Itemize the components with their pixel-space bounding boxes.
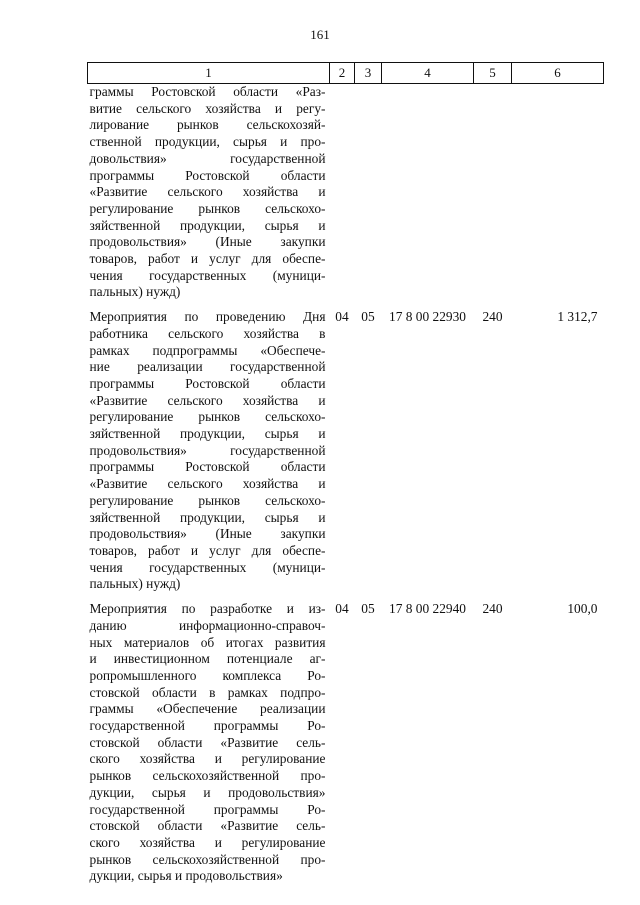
description-line: зяйственной продукции, сырья и <box>89 426 326 442</box>
description-line: граммы «Обеспечение реализации <box>89 701 326 717</box>
table-body <box>88 84 604 894</box>
description-line: Мероприятия по разработке и из- <box>89 601 326 617</box>
expense-type-code: 240 <box>482 309 503 325</box>
description-line: витие сельского хозяйства и регу- <box>89 100 326 116</box>
description-line: чения государственных (муници- <box>89 267 326 283</box>
description-line: товаров, работ и услуг для обеспе- <box>89 251 326 267</box>
description-line: ского хозяйства и регулирование <box>89 751 326 767</box>
subsection-code: 05 <box>361 309 375 325</box>
subsection-code <box>355 84 382 310</box>
row-description <box>88 309 330 601</box>
target-article-code <box>382 84 474 310</box>
description-line: данию информационно-справоч- <box>89 617 326 633</box>
description-line: продовольствия» (Иные закупки <box>89 526 326 542</box>
header-col-4: 4 <box>382 63 474 84</box>
description-line: довольствия» государственной <box>89 150 326 166</box>
header-col-3: 3 <box>355 63 382 84</box>
table-row <box>88 309 604 601</box>
description-line: зяйственной продукции, сырья и <box>89 509 326 525</box>
description-line: продовольствия» (Иные закупки <box>89 234 326 250</box>
header-col-6: 6 <box>512 63 604 84</box>
row-description <box>88 601 330 893</box>
description-line: ние реализации государственной <box>89 359 326 375</box>
description-line: программы Ростовской области <box>89 459 326 475</box>
description-line: стовской области в рамках подпро- <box>89 684 326 700</box>
section-code <box>330 84 355 310</box>
description-line: зяйственной продукции, сырья и <box>89 217 326 233</box>
description-line: государственной программы Ро- <box>89 718 326 734</box>
description-line: и инвестиционном потенциале аг- <box>89 651 326 667</box>
amount: 1 312,7 <box>557 309 598 325</box>
section-code: 04 <box>335 601 349 617</box>
description-line: пальных) нужд) <box>89 576 181 592</box>
description-line: программы Ростовской области <box>89 375 326 391</box>
table-row <box>88 601 604 893</box>
description-line: рынков сельскохозяйственной про- <box>89 768 326 784</box>
description-line: стовской области «Развитие сель- <box>89 818 326 834</box>
expense-type-code <box>474 84 512 310</box>
description-line: стовской области «Развитие сель- <box>89 734 326 750</box>
target-article-code: 17 8 00 22940 <box>389 601 466 617</box>
table-row <box>88 84 604 310</box>
description-line: рамках подпрограммы «Обеспече- <box>89 342 326 358</box>
amount <box>512 84 604 310</box>
subsection-code: 05 <box>361 601 375 617</box>
description-line: регулирование рынков сельскохо- <box>89 200 326 216</box>
description-line: ского хозяйства и регулирование <box>89 834 326 850</box>
table-header-row <box>88 63 604 84</box>
description-line: пальных) нужд) <box>89 284 181 300</box>
description-line: «Развитие сельского хозяйства и <box>89 184 326 200</box>
budget-table <box>87 62 604 893</box>
description-line: регулирование рынков сельскохо- <box>89 492 326 508</box>
expense-type-code: 240 <box>482 601 503 617</box>
section-code: 04 <box>335 309 349 325</box>
description-line: ственной продукции, сырья и про- <box>89 134 326 150</box>
description-line: ных материалов об итогах развития <box>89 634 326 650</box>
description-line: «Развитие сельского хозяйства и <box>89 392 326 408</box>
header-col-5: 5 <box>474 63 512 84</box>
page-number: 161 <box>310 27 330 42</box>
row-description <box>88 84 330 310</box>
description-line: граммы Ростовской области «Раз- <box>89 84 326 99</box>
header-col-1: 1 <box>88 63 330 84</box>
description-line: дукции, сырья и продовольствия» <box>89 868 283 884</box>
description-line: программы Ростовской области <box>89 167 326 183</box>
description-line: Мероприятия по проведению Дня <box>89 309 326 325</box>
description-line: чения государственных (муници- <box>89 559 326 575</box>
description-line: государственной программы Ро- <box>89 801 326 817</box>
amount: 100,0 <box>567 601 598 617</box>
description-line: рынков сельскохозяйственной про- <box>89 851 326 867</box>
header-col-2: 2 <box>330 63 355 84</box>
target-article-code: 17 8 00 22930 <box>389 309 466 325</box>
description-line: продовольствия» государственной <box>89 442 326 458</box>
description-line: товаров, работ и услуг для обеспе- <box>89 542 326 558</box>
description-line: работника сельского хозяйства в <box>89 325 326 341</box>
description-line: лирование рынков сельскохозяй- <box>89 117 326 133</box>
description-line: регулирование рынков сельскохо- <box>89 409 326 425</box>
description-line: «Развитие сельского хозяйства и <box>89 476 326 492</box>
description-line: ропромышленного комплекса Ро- <box>89 667 326 683</box>
description-line: дукции, сырья и продовольствия» <box>89 784 326 800</box>
